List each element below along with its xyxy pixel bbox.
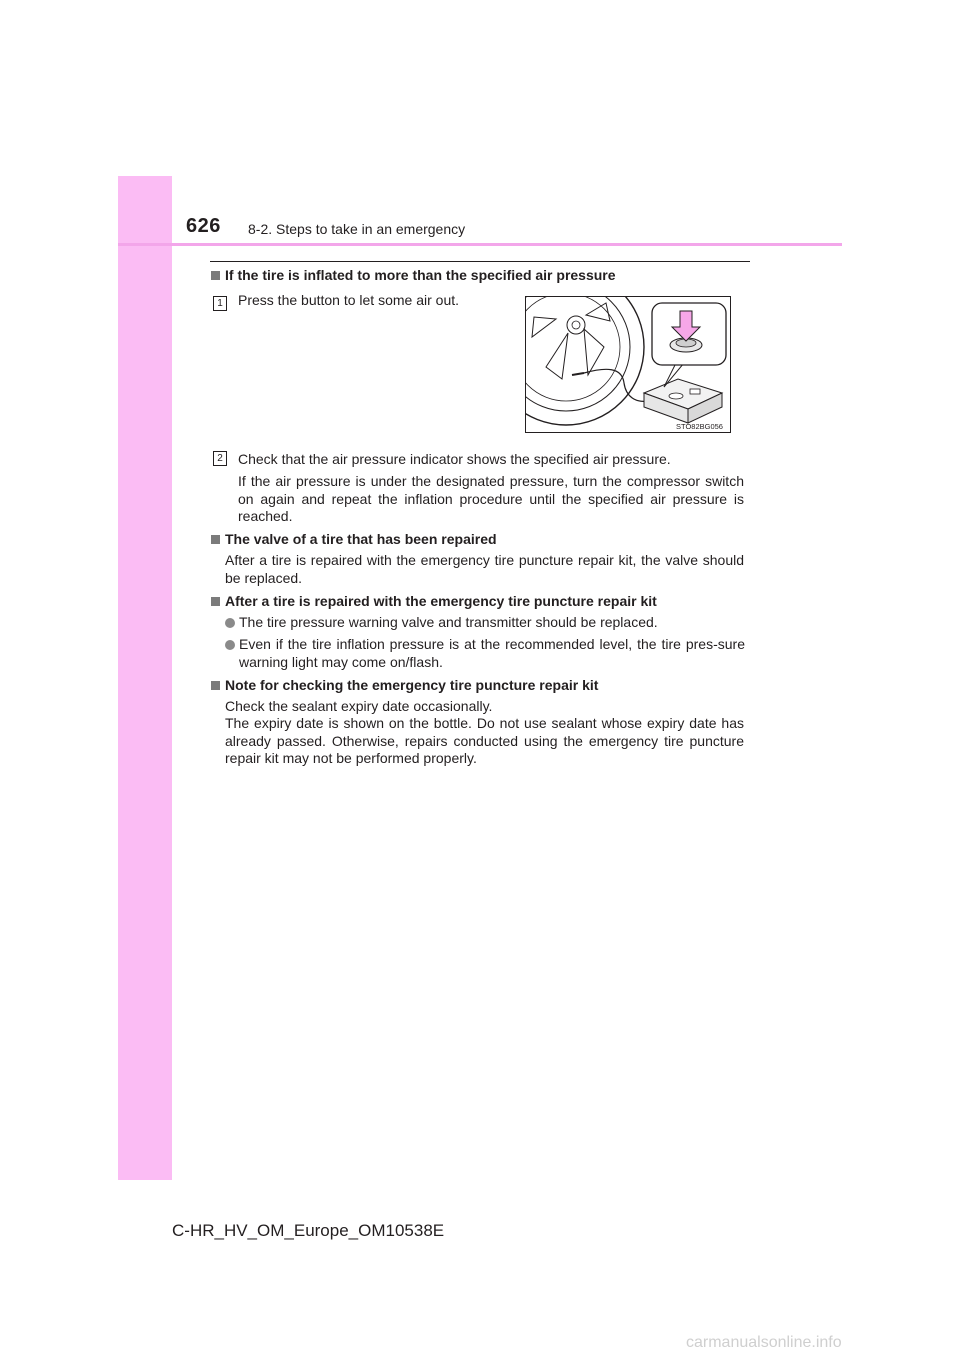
document-id: C-HR_HV_OM_Europe_OM10538E: [172, 1221, 445, 1240]
tire-compressor-drawing: [526, 297, 731, 433]
step-2-note: If the air pressure is under the designated pressure, turn the compressor switch on again and repeat the inflation procedure until the specified air pressure is reached.: [238, 473, 744, 524]
heading-overinflated: If the tire is inflated to more than the specified air pressure: [225, 267, 616, 283]
figure-code: STO82BG056: [676, 422, 723, 431]
section-marker-icon: [211, 271, 220, 280]
step-1-badge: 1: [213, 296, 227, 311]
step-1-text: Press the button to let some air out.: [238, 292, 460, 308]
watermark: carmanualsonline.info: [686, 1334, 842, 1351]
section-rule: [210, 261, 750, 262]
heading-after-repair: After a tire is repaired with the emergency tire puncture repair kit: [225, 593, 657, 609]
chapter-title: 8-2. Steps to take in an emergency: [248, 221, 466, 237]
section-marker-icon: [211, 535, 220, 544]
step-2-text: Check that the air pressure indicator shows the specified air pressure.: [238, 451, 671, 467]
section-marker-icon: [211, 681, 220, 690]
checking-kit-line1: Check the sealant expiry date occasionally.: [225, 698, 493, 714]
page-number: 626: [186, 215, 221, 237]
valve-body: After a tire is repaired with the emergency tire puncture repair kit, the valve should be replaced.: [225, 552, 744, 586]
section-marker-icon: [211, 597, 220, 606]
compressor-illustration: [525, 296, 731, 433]
after-repair-bullet-1: The tire pressure warning valve and transmitter should be replaced.: [239, 614, 658, 630]
bullet-icon: [225, 640, 235, 650]
heading-valve: The valve of a tire that has been repaired: [225, 531, 497, 547]
bullet-icon: [225, 618, 235, 628]
side-tab-strip: [118, 176, 172, 1180]
checking-kit-body: The expiry date is shown on the bottle. Do not use sealant whose expiry date has already passed. Otherwise, repairs conducted using the emergency tire puncture repair kit may not be performed properly.: [225, 715, 744, 766]
heading-checking-kit: Note for checking the emergency tire puncture repair kit: [225, 677, 599, 693]
step-2-badge: 2: [213, 451, 227, 466]
header-divider: [118, 243, 842, 246]
after-repair-bullet-2: Even if the tire inflation pressure is at the recommended level, the tire pres-sure warning light may come on/flash.: [239, 636, 745, 670]
